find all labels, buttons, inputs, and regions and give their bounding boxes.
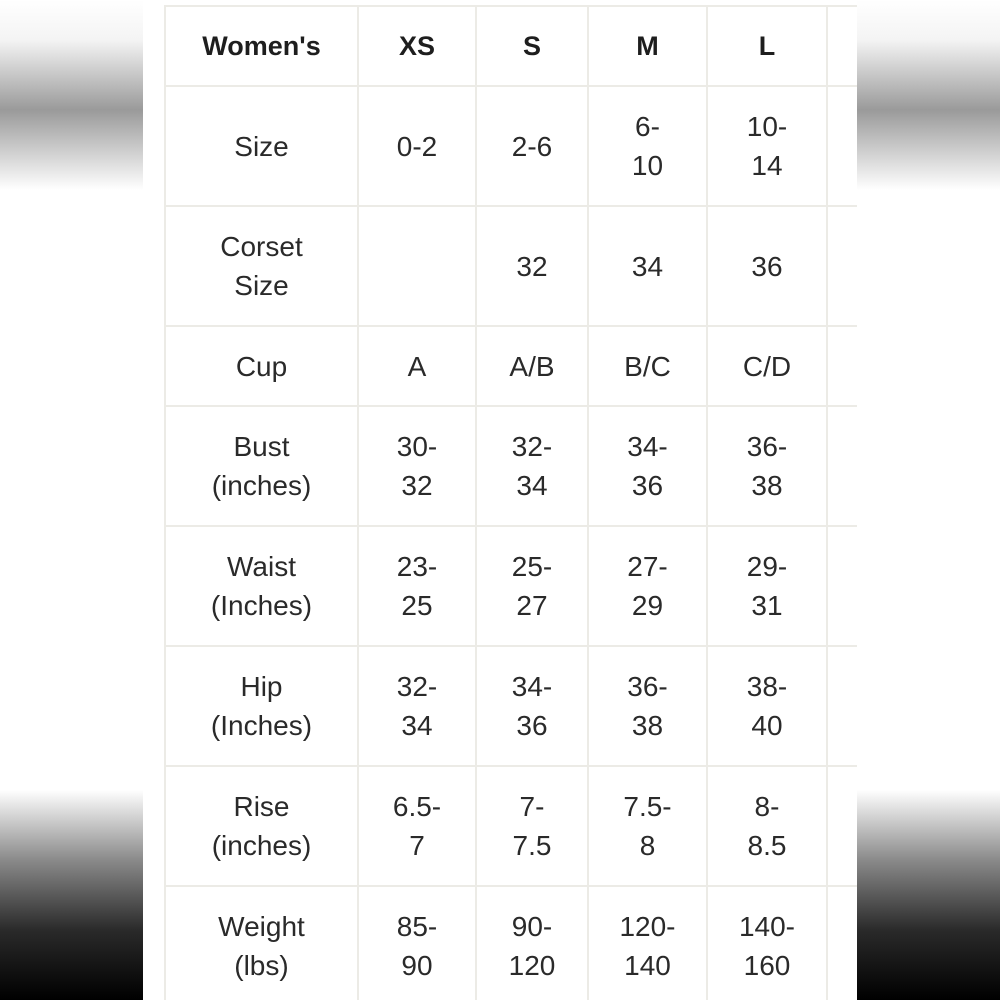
cell-weight-s <box>476 886 588 1000</box>
row-label-line: Waist <box>227 551 296 582</box>
cell-value-line: 120- <box>619 911 676 942</box>
cell-value-line: 10 <box>631 150 664 181</box>
cell-value-line: 0-2 <box>396 130 438 162</box>
row-label-cup <box>165 326 358 406</box>
cell-value-line: 23- <box>396 551 438 582</box>
cell-value-line: 36 <box>751 250 783 282</box>
cell-weight-cutoff <box>827 886 857 1000</box>
cell-size-m <box>588 86 707 206</box>
size-chart-table <box>164 5 857 1000</box>
cell-hip-s <box>476 646 588 766</box>
cell-value-line: 90 <box>401 950 433 981</box>
cell-corset-size-cutoff <box>827 206 857 326</box>
cell-cup-cutoff <box>827 326 857 406</box>
row-label-line: Corset <box>220 231 303 262</box>
cell-value-line: 140- <box>738 911 796 942</box>
cell-size-s <box>476 86 588 206</box>
cell-rise-l <box>707 766 827 886</box>
cell-value-line: 7 <box>409 830 425 861</box>
cell-weight-xs <box>358 886 476 1000</box>
cell-value-line: 32- <box>396 671 438 702</box>
cell-hip-m <box>588 646 707 766</box>
row-label-line: Rise <box>233 791 290 822</box>
cell-value-line: 27- <box>627 551 668 582</box>
header-womens: Women's <box>165 6 358 86</box>
cell-waist-xs <box>358 526 476 646</box>
row-label-waist <box>165 526 358 646</box>
cell-value-line: 34- <box>511 671 553 702</box>
cell-value-line: 14 <box>751 150 783 181</box>
table-row-corset-size <box>165 206 857 326</box>
cell-cup-s <box>476 326 588 406</box>
row-label-line: (Inches) <box>210 710 313 741</box>
cell-value-line: 90- <box>511 911 553 942</box>
cell-rise-m <box>588 766 707 886</box>
table-row-hip <box>165 646 857 766</box>
table-row-weight <box>165 886 857 1000</box>
table-row-waist <box>165 526 857 646</box>
cell-corset-size-m <box>588 206 707 326</box>
row-label-line: (lbs) <box>234 950 289 981</box>
cell-weight-l <box>707 886 827 1000</box>
cell-value-line: 140 <box>624 950 671 981</box>
row-label-bust <box>165 406 358 526</box>
cell-value-line: 30- <box>396 431 438 462</box>
cell-bust-m <box>588 406 707 526</box>
header-xs: XS <box>358 6 476 86</box>
cell-value-line: 7.5 <box>512 830 552 861</box>
cell-value-line: 36- <box>746 431 788 462</box>
cell-bust-l <box>707 406 827 526</box>
row-label-line: Weight <box>218 911 305 942</box>
row-label-line: (Inches) <box>210 590 313 621</box>
cell-value-line: 31 <box>751 590 783 621</box>
cell-value-line: 34 <box>631 250 664 282</box>
cell-value-line: C/D <box>742 350 792 382</box>
cell-waist-m <box>588 526 707 646</box>
cell-rise-cutoff <box>827 766 857 886</box>
cell-value-line: 8.5 <box>747 830 787 861</box>
cell-value-line: 7- <box>519 791 545 822</box>
cell-corset-size-s <box>476 206 588 326</box>
cell-rise-xs <box>358 766 476 886</box>
row-label-rise <box>165 766 358 886</box>
cell-bust-s <box>476 406 588 526</box>
row-label-line: Bust <box>233 431 290 462</box>
cell-value-line: 160 <box>743 950 791 981</box>
cell-value-line: 38 <box>631 710 664 741</box>
cell-value-line: 6- <box>635 111 660 142</box>
cell-hip-cutoff <box>827 646 857 766</box>
row-label-size <box>165 86 358 206</box>
cell-cup-xs <box>358 326 476 406</box>
cell-weight-m <box>588 886 707 1000</box>
cell-hip-l <box>707 646 827 766</box>
header-s: S <box>476 6 588 86</box>
cell-value-line: 25- <box>511 551 553 582</box>
row-label-hip <box>165 646 358 766</box>
row-label-line: Size <box>234 270 289 301</box>
row-label-line: Hip <box>240 671 283 702</box>
cell-value-line: 10- <box>746 111 788 142</box>
row-label-corset-size <box>165 206 358 326</box>
cell-value-line: B/C <box>624 350 671 382</box>
cell-size-l <box>707 86 827 206</box>
cell-size-cutoff <box>827 86 857 206</box>
table-row-bust <box>165 406 857 526</box>
header-l: L <box>707 6 827 86</box>
cell-corset-size-l <box>707 206 827 326</box>
table-row-rise <box>165 766 857 886</box>
row-label-weight <box>165 886 358 1000</box>
cell-value-line: 32 <box>516 250 548 282</box>
cell-corset-size-xs <box>358 206 476 326</box>
cell-value-line: 27 <box>516 590 548 621</box>
cell-value-line: 8 <box>639 830 656 861</box>
cell-size-xs <box>358 86 476 206</box>
cell-waist-l <box>707 526 827 646</box>
cell-value-line: 32- <box>511 431 553 462</box>
cell-value-line: 2-6 <box>511 130 553 162</box>
cell-value-line: 29 <box>631 590 664 621</box>
row-label-line: Size <box>234 130 289 162</box>
cell-value-line: 6.5- <box>392 791 442 822</box>
cell-value-line: 36 <box>516 710 548 741</box>
cell-value-line: 7.5- <box>623 791 672 822</box>
cell-value-line: 29- <box>746 551 788 582</box>
cell-value-line: 85- <box>396 911 438 942</box>
cell-value-line: 8- <box>754 791 780 822</box>
cell-value-line: 120 <box>508 950 556 981</box>
cell-rise-s <box>476 766 588 886</box>
cell-waist-s <box>476 526 588 646</box>
header-cutoff <box>827 6 857 86</box>
header-m: M <box>588 6 707 86</box>
cell-value-line: A <box>407 350 427 382</box>
cell-value-line: A/B <box>509 350 555 382</box>
cell-hip-xs <box>358 646 476 766</box>
cell-value-line: 25 <box>401 590 433 621</box>
cell-value-line: 34 <box>516 470 548 501</box>
cell-value-line: 34 <box>401 710 433 741</box>
cell-value-line: 38- <box>746 671 788 702</box>
cell-waist-cutoff <box>827 526 857 646</box>
size-chart-panel <box>143 0 857 1000</box>
cell-bust-xs <box>358 406 476 526</box>
cell-value-line: 36 <box>631 470 664 501</box>
cell-bust-cutoff <box>827 406 857 526</box>
cell-cup-m <box>588 326 707 406</box>
row-label-line: (inches) <box>211 470 312 501</box>
cell-value-line: 34- <box>627 431 668 462</box>
cell-value-line: 40 <box>751 710 783 741</box>
row-label-line: (inches) <box>211 830 312 861</box>
table-row-cup <box>165 326 857 406</box>
cell-value-line: 38 <box>751 470 783 501</box>
cell-value-line: 36- <box>627 671 668 702</box>
table-row-size <box>165 86 857 206</box>
row-label-line: Cup <box>235 350 288 382</box>
header-row <box>165 6 857 86</box>
cell-value-line: 32 <box>401 470 433 501</box>
cell-cup-l <box>707 326 827 406</box>
